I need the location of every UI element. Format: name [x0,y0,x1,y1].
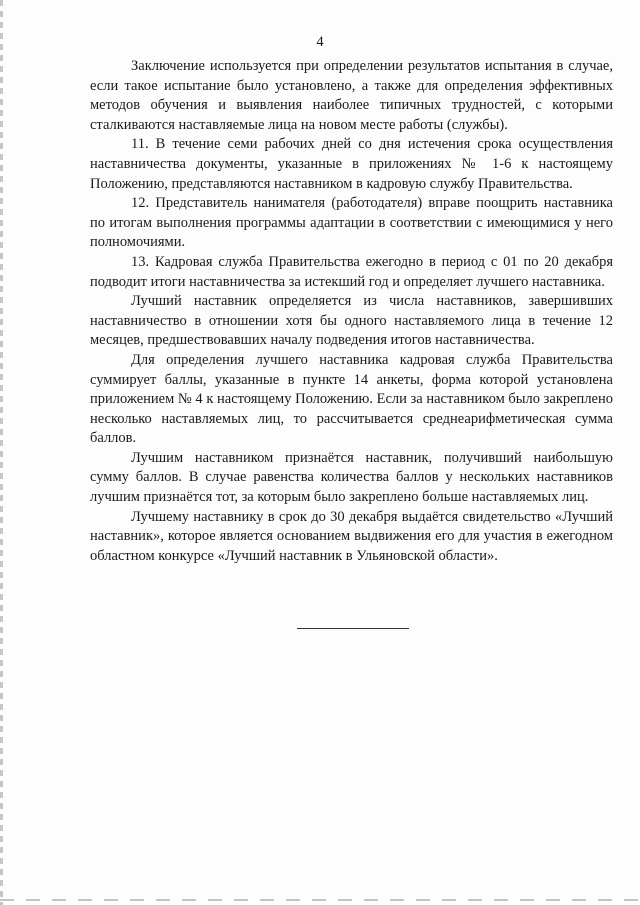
paragraph-conclusion-usage: Заключение используется при определении результатов испытания в случае, если такое испытание было установлено, а также для определения эффективных методов обучения и выявления наиболее типичных трудностей, с которыми сталкиваются наставляемые лица на новом месте работы (службы). [90,58,613,133]
paragraph-clause-11: 11. В течение семи рабочих дней со дня истечения срока осуществления наставничества документы, указанные в приложениях № 1-6 к настоящему Положению, представляются наставником в кадровую службу Правительства. [90,136,613,192]
paragraph-certificate: Лучшему наставнику в срок до 30 декабря выдаётся свидетельство «Лучший наставник», которое является основанием выдвижения его для участия в ежегодном областном конкурсе «Лучший наставник в Ульяновской области». [90,508,613,564]
document-body [90,57,613,566]
scan-edge-bottom [0,899,640,901]
paragraph-clause-12: 12. Представитель нанимателя (работодателя) вправе поощрить наставника по итогам выполнения программы адаптации в соответствии с имеющимися у него полномочиями. [90,195,613,251]
paragraph-score-summation: Для определения лучшего наставника кадровая служба Правительства суммирует баллы, указанные в пункте 14 анкеты, форма которой установлена приложением № 4 к настоящему Положению. Если за наставником было закреплено несколько наставляемых лиц, то рассчитывается среднеарифметическая сумма баллов. [90,351,613,447]
paragraph-best-mentor-recognition: Лучшим наставником признаётся наставник, получивший наибольшую сумму баллов. В случае равенства количества баллов у нескольких наставников лучшим признаётся тот, за которым было закреплено больше наставляемых лиц. [90,449,613,506]
scan-edge-left [0,0,3,905]
paragraph-clause-13: 13. Кадровая служба Правительства ежегодно в период с 01 по 20 декабря подводит итоги наставничества за истекший год и определяет лучшего наставника. [90,253,613,290]
end-separator-line [297,628,409,629]
paragraph-best-mentor-selection: Лучший наставник определяется из числа наставников, завершивших наставничество в отношении хотя бы одного наставляемого лица в течение 12 месяцев, предшествовавших началу подведения итогов наставничества. [90,293,613,349]
page-number: 4 [316,34,324,50]
